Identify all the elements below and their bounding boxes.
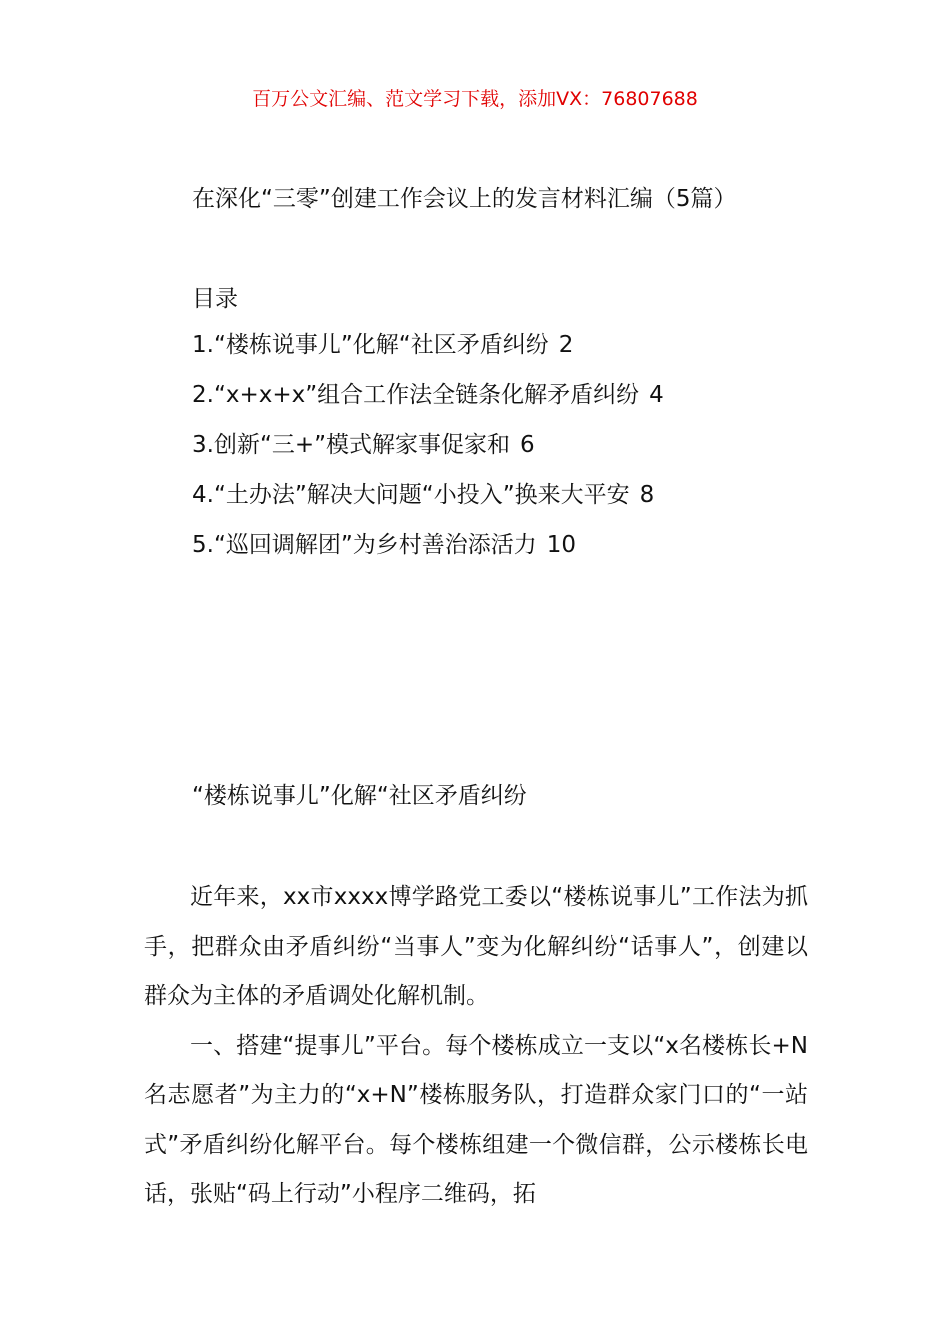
toc-heading: 目录 [192,286,238,312]
body-paragraph: 一、搭建“提事儿”平台。每个楼栋成立一支以“x名楼栋长+N名志愿者”为主力的“x+N”楼栋服务队，打造群众家门口的“一站式”矛盾纠纷化解平台。每个楼栋组建一个微信群，公示楼栋长电话，张贴“码上行动”小程序二维码，拓 [144,1032,808,1207]
toc-item-label: 2.“x+x+x”组合工作法全链条化解矛盾纠纷 [192,382,640,408]
toc-item-page: 4 [649,382,664,408]
toc-item-label: 1.“楼栋说事儿”化解“社区矛盾纠纷 [192,332,549,358]
toc-item-label: 3.创新“三+”模式解家事促家和 [192,432,511,458]
toc-item-page: 6 [520,432,535,458]
toc-item-label: 5.“巡回调解团”为乡村善治添活力 [192,532,537,558]
toc-item-page: 2 [558,332,574,358]
toc-item-3[interactable] [192,430,664,480]
table-of-contents [192,330,664,580]
section-body [144,873,808,1220]
promo-banner: 百万公文汇编、范文学习下载，添加VX：76807688 [252,88,698,110]
document-title: 在深化“三零”创建工作会议上的发言材料汇编（5篇） [192,186,737,212]
toc-item-page: 8 [639,482,655,508]
toc-item-label: 4.“土办法”解决大问题“小投入”换来大平安 [192,482,630,508]
toc-item-1[interactable] [192,330,664,380]
section-title: “楼栋说事儿”化解“社区矛盾纠纷 [192,783,527,809]
toc-item-5[interactable] [192,530,664,580]
body-paragraph: 近年来，xx市xxxx博学路党工委以“楼栋说事儿”工作法为抓手，把群众由矛盾纠纷“当事人”变为化解纠纷“话事人”，创建以群众为主体的矛盾调处化解机制。 [144,884,808,1009]
toc-item-4[interactable] [192,480,664,530]
toc-item-page: 10 [546,532,577,558]
toc-item-2[interactable] [192,380,664,430]
